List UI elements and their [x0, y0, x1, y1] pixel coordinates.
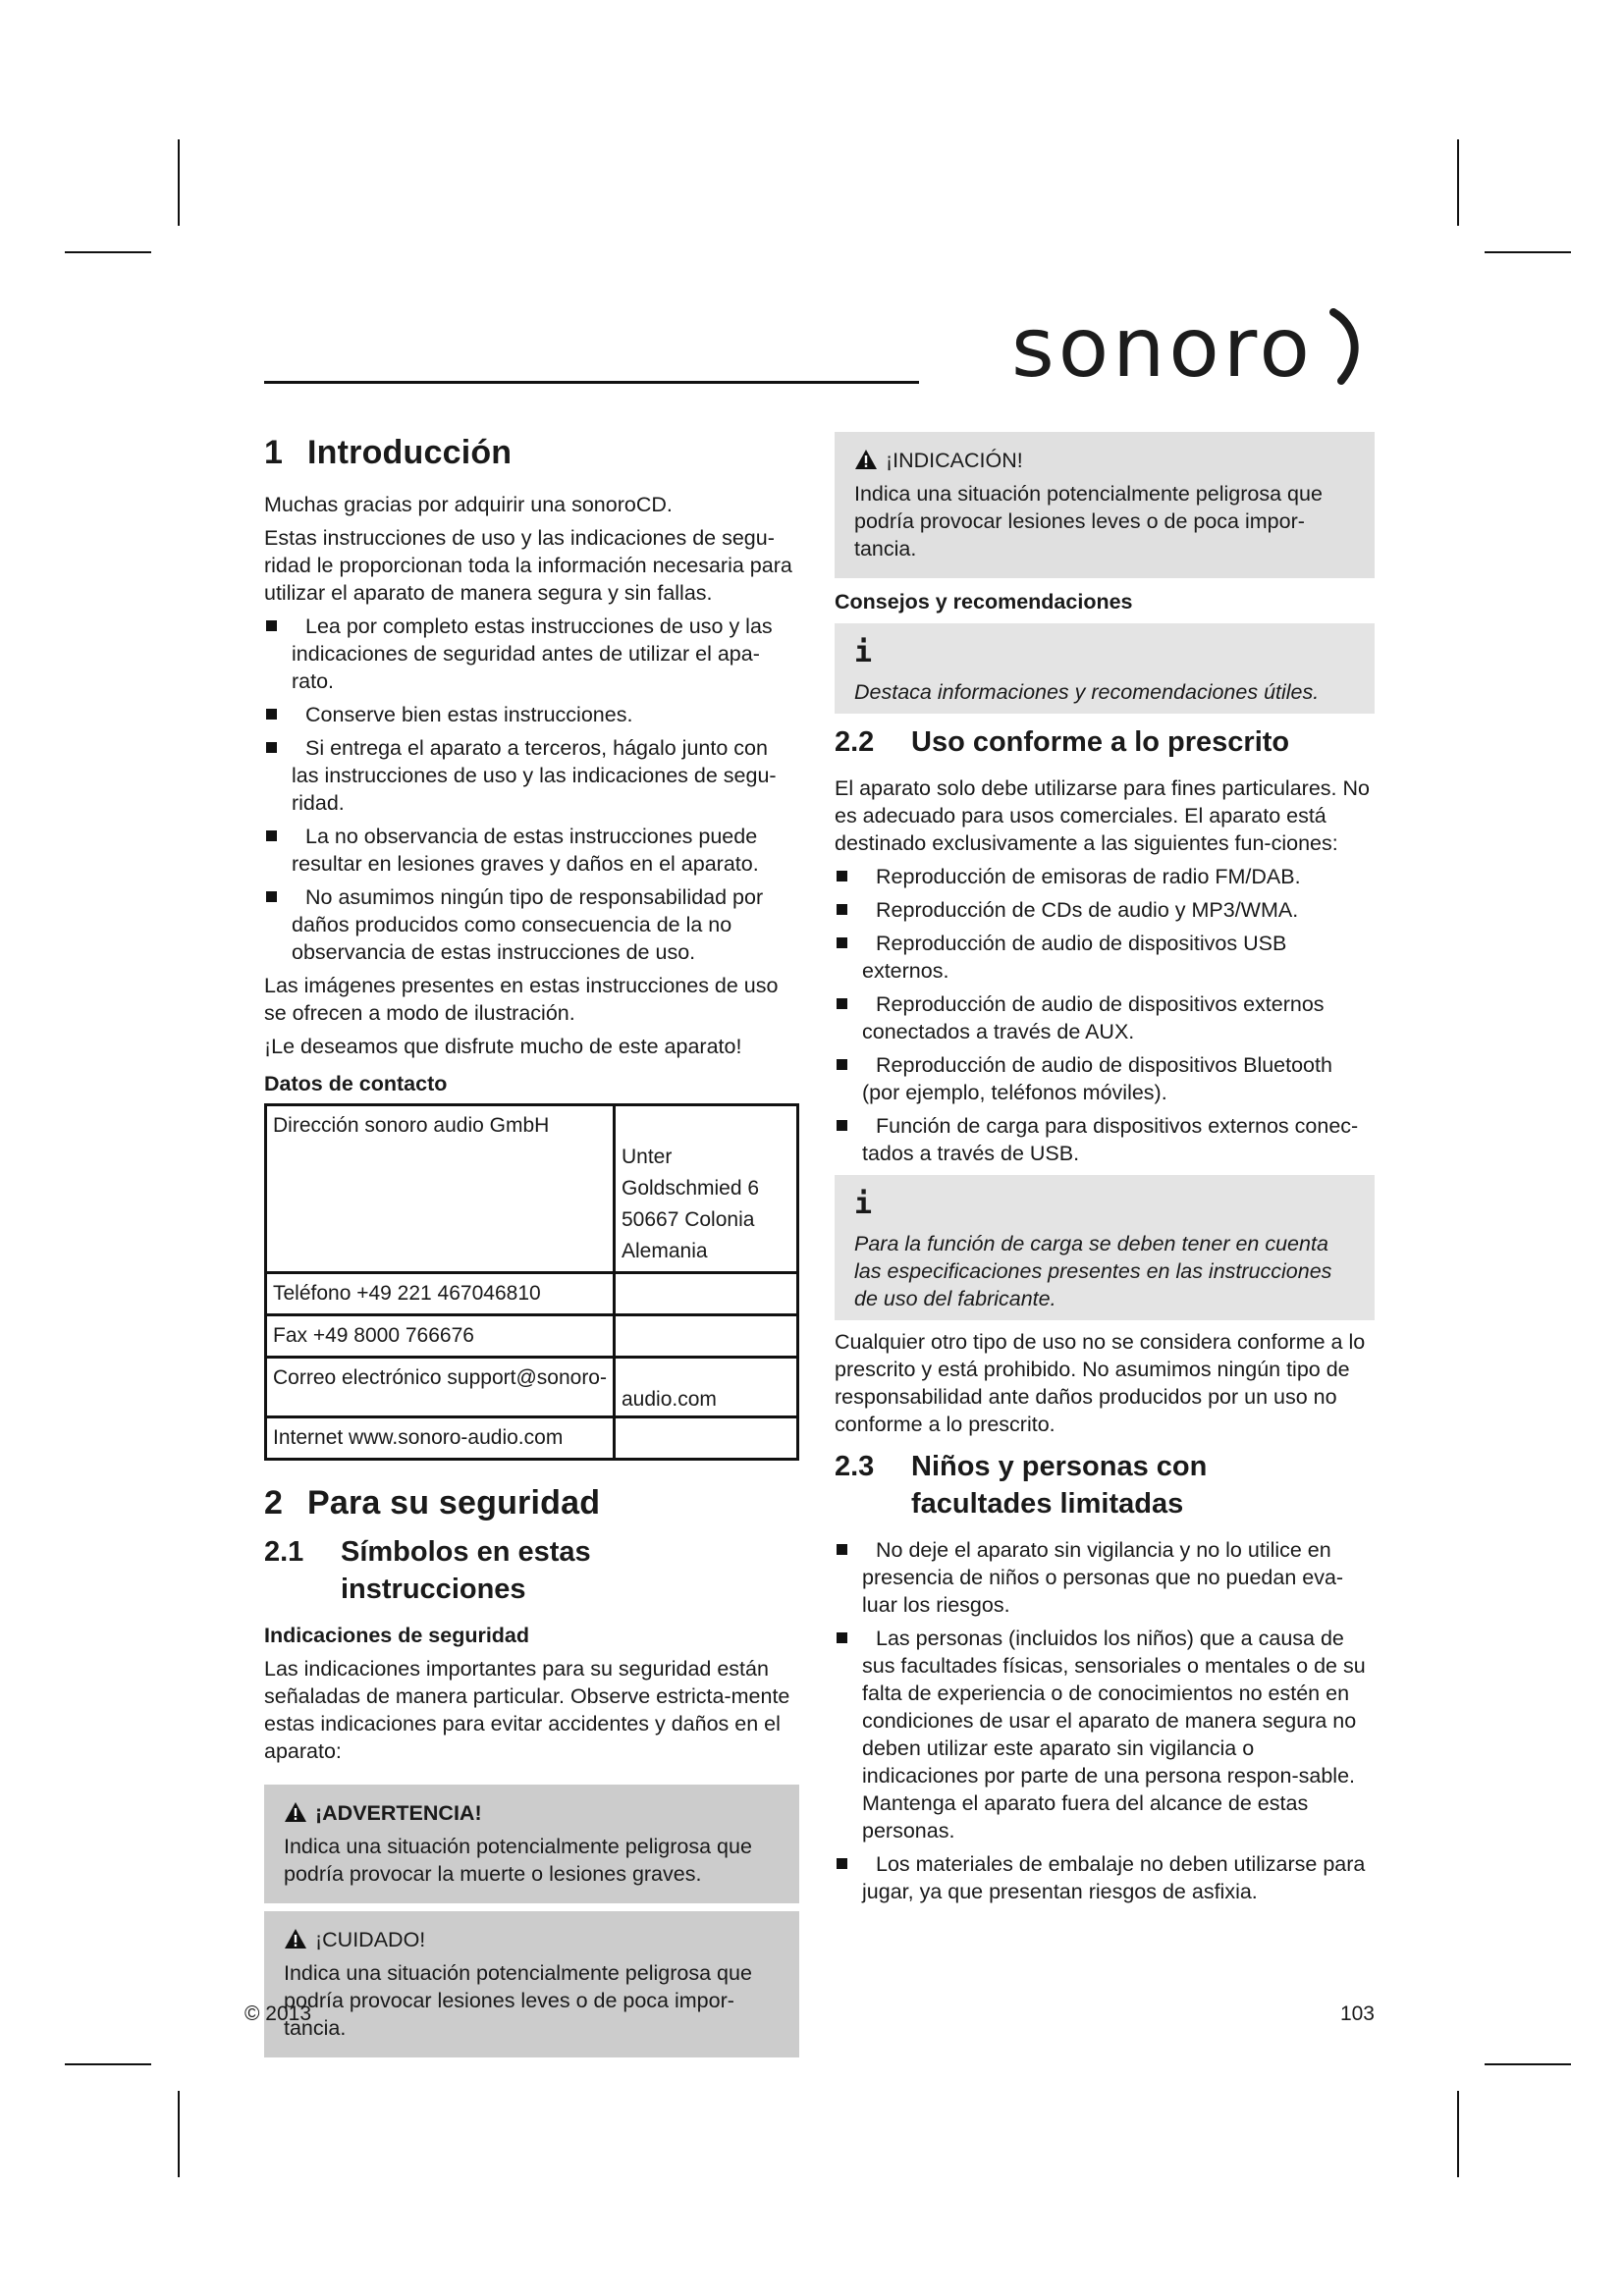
address-line: Alemania [621, 1240, 708, 1262]
contact-heading: Datos de contacto [264, 1072, 448, 1095]
crop-mark [1457, 2091, 1459, 2177]
table-row [266, 1105, 798, 1273]
usage-paragraph: El aparato solo debe utilizarse para fines particulares. No es adecuado para usos comerciales. El aparato está destinado exclusivamente a las siguientes fun-ciones: [835, 776, 1370, 855]
table-row [266, 1315, 798, 1358]
table-row [266, 1358, 798, 1417]
safety-paragraph: Las indicaciones importantes para su seguridad están señaladas de manera particular. Observe estricta-mente estas indicaciones para evitar accidentes y daños en el aparato: [264, 1657, 790, 1763]
charging-note-text: Para la función de carga se deben tener en cuenta las especificaciones presentes en las instrucciones de uso del fabricante. [854, 1232, 1332, 1310]
left-column [264, 432, 799, 2065]
page-number: 103 [1339, 2002, 1375, 2025]
warning-triangle-icon [854, 449, 878, 478]
list-item: Reproducción de emisoras de radio FM/DAB. [835, 863, 1375, 890]
sonoro-logo [1011, 294, 1375, 402]
list-item: Si entrega el aparato a terceros, hágalo junto con las instrucciones de uso y las indicaciones de segu-ridad. [264, 734, 799, 817]
info-icon: i [854, 635, 873, 669]
children-bullet-list [835, 1536, 1375, 1905]
caution-box [264, 1911, 799, 2057]
section-2-1-heading: 2.1 Símbolos en estas instrucciones [264, 1536, 591, 1605]
crop-mark [1485, 251, 1571, 253]
crop-mark [65, 2063, 151, 2065]
email-continuation: audio.com [621, 1388, 717, 1411]
address-label: Dirección sonoro audio GmbH [273, 1114, 550, 1137]
tips-heading: Consejos y recomendaciones [835, 590, 1133, 614]
copyright: © 2013 [244, 2002, 312, 2025]
phone-value: Teléfono +49 221 467046810 [273, 1282, 541, 1305]
notice-box [835, 432, 1375, 578]
crop-mark [178, 139, 180, 226]
list-item: Los materiales de embalaje no deben utilizarse para jugar, ya que presentan riesgos de asfixia. [835, 1850, 1375, 1905]
list-item: Reproducción de audio de dispositivos Bluetooth (por ejemplo, teléfonos móviles). [835, 1051, 1375, 1106]
section-1-heading: 1 Introducción [264, 434, 513, 471]
crop-mark [1485, 2063, 1571, 2065]
list-item: Reproducción de audio de dispositivos USB externos. [835, 930, 1375, 985]
logo-wordmark: sonoro [1011, 299, 1314, 396]
tip-text: Destaca informaciones y recomendaciones útiles. [854, 680, 1320, 704]
list-item: Reproducción de CDs de audio y MP3/WMA. [835, 896, 1375, 924]
contact-table [264, 1103, 799, 1461]
usage-paragraph: Cualquier otro tipo de uso no se considera conforme a lo prescrito y está prohibido. No asumimos ningún tipo de responsabilidad ante daños producidos por un uso no conforme a lo prescrito. [835, 1330, 1366, 1436]
table-row [266, 1273, 798, 1315]
usage-bullet-list [835, 863, 1375, 1167]
section-2-heading: 2 Para su seguridad [264, 1484, 601, 1522]
address-line: 50667 Colonia [621, 1208, 755, 1231]
intro-paragraph: ¡Le deseamos que disfrute mucho de este aparato! [264, 1035, 742, 1058]
table-row [266, 1417, 798, 1460]
charging-note-box [835, 1175, 1375, 1320]
notice-title: ¡INDICACIÓN! [886, 449, 1023, 472]
section-2-3-heading: 2.3 Niños y personas con facultades limitadas [835, 1451, 1208, 1520]
logo-swoosh-icon [1327, 308, 1367, 387]
tip-box [835, 623, 1375, 714]
header-rule [264, 381, 919, 384]
crop-mark [178, 2091, 180, 2177]
list-item: Lea por completo estas instrucciones de uso y las indicaciones de seguridad antes de utilizar el apa-rato. [264, 613, 799, 695]
warning-triangle-icon [284, 1801, 307, 1831]
right-column [835, 432, 1375, 1911]
safety-subheading: Indicaciones de seguridad [264, 1624, 530, 1647]
email-value: Correo electrónico support@sonoro- [273, 1366, 607, 1389]
crop-mark [65, 251, 151, 253]
intro-paragraph: Estas instrucciones de uso y las indicaciones de segu-ridad le proporcionan toda la información necesaria para utilizar el aparato de manera segura y sin fallas. [264, 526, 792, 605]
fax-value: Fax +49 8000 766676 [273, 1324, 474, 1347]
list-item: Conserve bien estas instrucciones. [264, 701, 799, 728]
info-icon: i [854, 1187, 873, 1221]
warning-text: Indica una situación potencialmente peligrosa que podría provocar la muerte o lesiones graves. [284, 1835, 752, 1886]
list-item: Las personas (incluidos los niños) que a causa de sus facultades físicas, sensoriales o mentales o de su falta de experiencia o de conocimientos no estén en condiciones de usar el aparato de manera segura no deben utilizar este aparato sin vigilancia o indicaciones por parte de una persona respon-sable. Mantenga el aparato fuera del alcance de estas personas. [835, 1625, 1375, 1844]
warning-title: ¡ADVERTENCIA! [315, 1801, 482, 1825]
list-item: La no observancia de estas instrucciones puede resultar en lesiones graves y daños en el aparato. [264, 823, 799, 878]
list-item: No deje el aparato sin vigilancia y no lo utilice en presencia de niños o personas que no puedan eva-luar los riesgos. [835, 1536, 1375, 1619]
list-item: Función de carga para dispositivos externos conec-tados a través de USB. [835, 1112, 1375, 1167]
warning-triangle-icon [284, 1928, 307, 1957]
crop-mark [1457, 139, 1459, 226]
intro-bullet-list [264, 613, 799, 966]
warning-box [264, 1785, 799, 1903]
list-item: Reproducción de audio de dispositivos externos conectados a través de AUX. [835, 990, 1375, 1045]
caution-title: ¡CUIDADO! [315, 1928, 426, 1951]
notice-text: Indica una situación potencialmente peligrosa que podría provocar lesiones leves o de poca impor-tancia. [854, 482, 1323, 561]
intro-paragraph: Muchas gracias por adquirir una sonoroCD. [264, 493, 673, 516]
address-line: Unter Goldschmied 6 [621, 1146, 760, 1200]
section-2-2-heading: 2.2 Uso conforme a lo prescrito [835, 726, 1290, 758]
intro-paragraph: Las imágenes presentes en estas instrucciones de uso se ofrecen a modo de ilustración. [264, 974, 779, 1025]
internet-value: Internet www.sonoro-audio.com [273, 1426, 564, 1449]
caution-text: Indica una situación potencialmente peligrosa que podría provocar lesiones leves o de poca impor-tancia. [284, 1961, 752, 2040]
list-item: No asumimos ningún tipo de responsabilidad por daños producidos como consecuencia de la no observancia de estas instrucciones de uso. [264, 883, 799, 966]
